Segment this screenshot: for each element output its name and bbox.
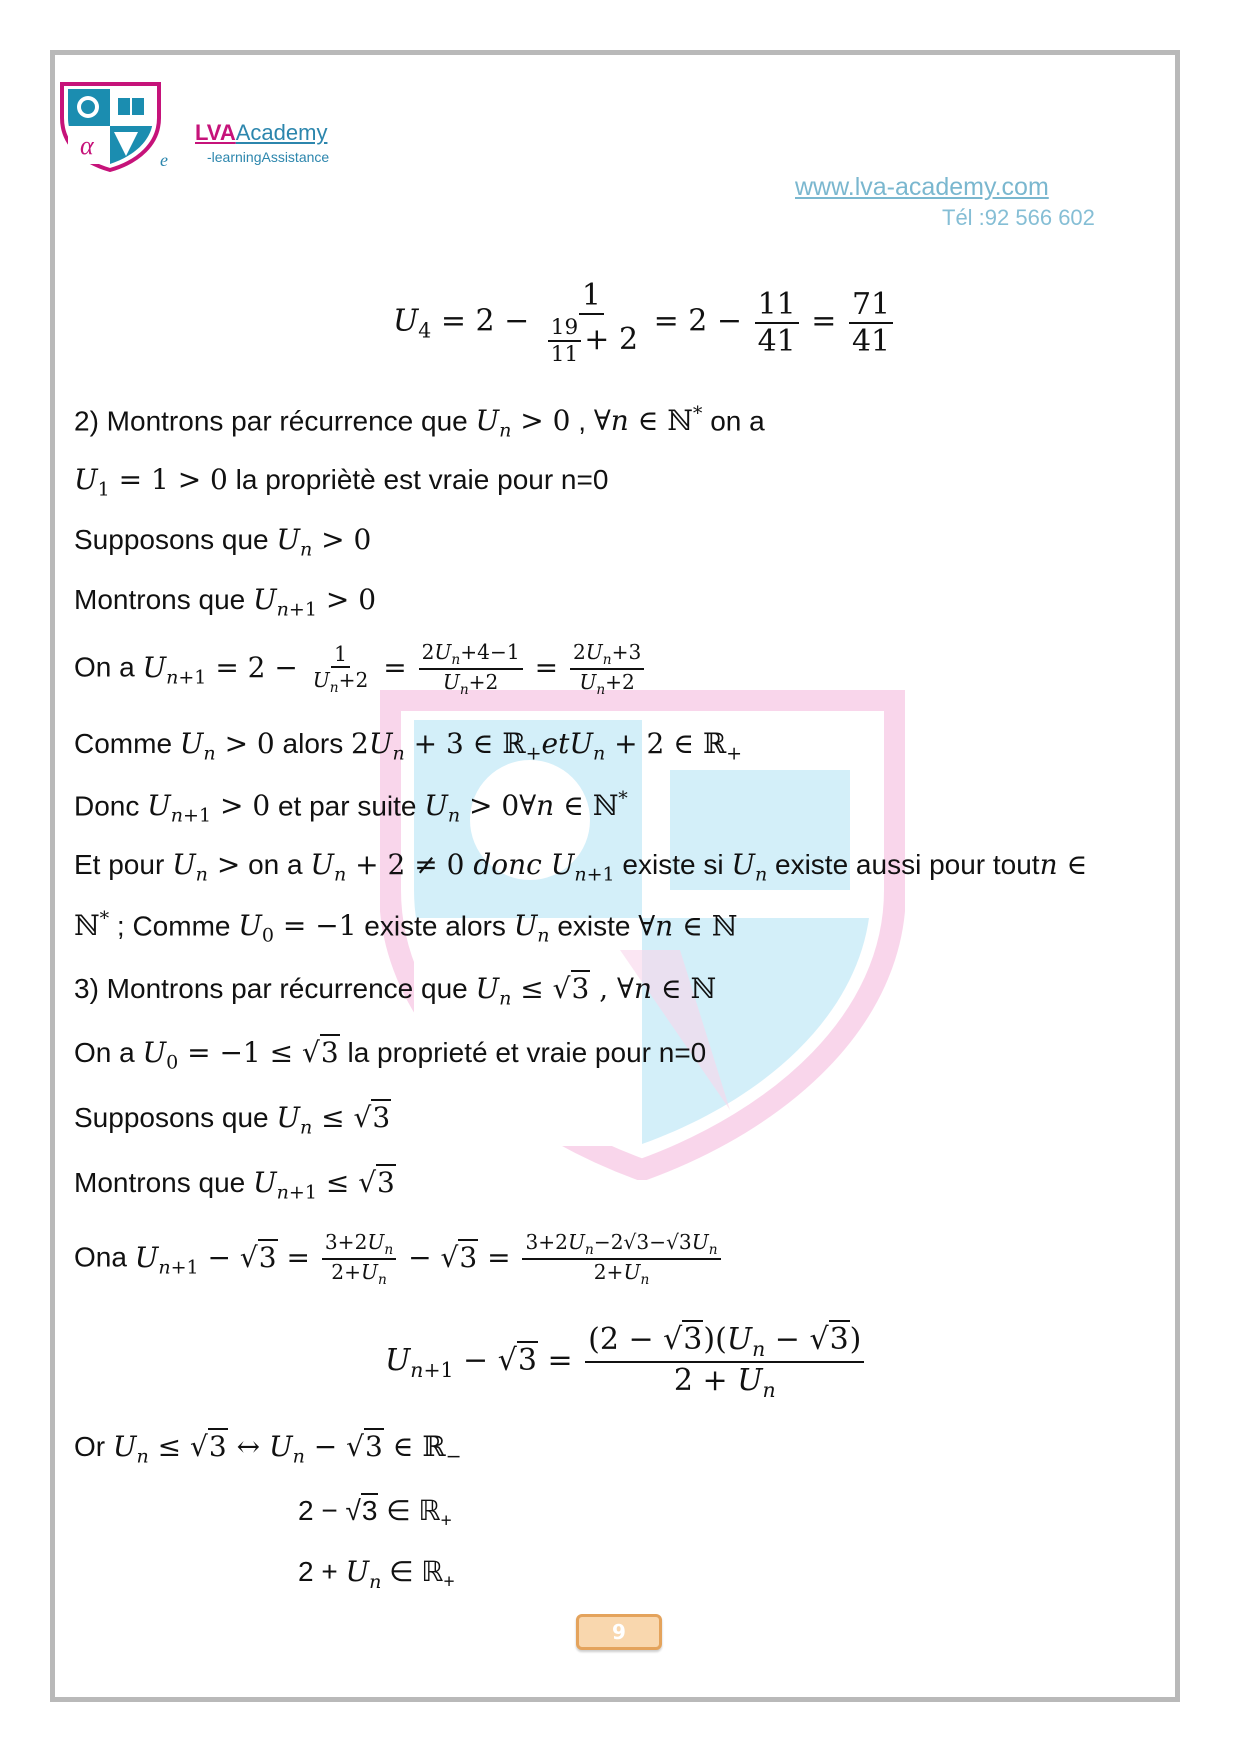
line-text: Montrons que <box>74 584 246 615</box>
line-text: Et pour <box>74 849 165 880</box>
math-line: 2 − √3 ∈ ℝ$_+$ <box>298 1495 452 1532</box>
text-line: Supposons que $U_n \le √3$ <box>74 1101 391 1139</box>
svg-text:α: α <box>80 131 94 160</box>
brand-name <box>195 120 329 146</box>
line-text: Comme <box>74 728 173 759</box>
equation-u4: $U_4 = 2$ − 1 $\frac{19}{11}$ + 2 = 2 − $\frac{11}{41}$ = $\frac{71}{41}$ <box>393 278 896 367</box>
text-line: On a $U_{n+1} = 2$ − $\frac{1}{U_n+2}$ = $\frac{2U_n+4-1}{U_n+2}$ = $\frac{2U_n+3}{U_n+2}$ <box>74 640 647 698</box>
text-line: $U_1 = 1 > 0$ la propriètè est vraie pour n=0 <box>74 463 609 501</box>
text-line: On a $U_0 = -1 \le √3$ la proprieté et vraie pour n=0 <box>74 1036 707 1074</box>
line-text: ; Comme <box>109 910 239 942</box>
line-text: Montrons que <box>74 1167 246 1198</box>
line-text: On a <box>74 651 135 683</box>
equation-difference: $U_{n+1} - √3$ = $\frac{(2 - √3)(U_n - √3)}{2 + U_n}$ <box>385 1322 867 1402</box>
line-text: , <box>570 405 594 437</box>
line-text: alors <box>274 728 351 759</box>
text-line: Ona $U_{n+1} - √3$ = $\frac{3+2U_n}{2+U_n}$ − √3 = $\frac{3+2U_n-2√3-√3U_n}{2+U_n}$ <box>74 1230 724 1288</box>
brand-academy: Academy <box>235 120 328 145</box>
line-text: on a <box>702 405 765 437</box>
line-text: Donc <box>74 790 140 822</box>
line-text: on a <box>240 849 311 880</box>
phone-number: Tél :92 566 602 <box>942 205 1095 230</box>
line-text: existe aussi pour tout <box>767 849 1040 880</box>
brand <box>195 120 329 165</box>
line-text: On a <box>74 1037 135 1068</box>
brand-subtitle: -learningAssistance <box>207 149 330 165</box>
math-line: $2 + U_n$ ∈ ℝ$_+$ <box>298 1555 455 1593</box>
text-line: Montrons que $U_{n+1} \le √3$ <box>74 1166 395 1204</box>
text-line: Supposons que $U_n > 0$ <box>74 523 372 561</box>
line-text: Ona <box>74 1241 127 1273</box>
line-text: 2) Montrons par récurrence que <box>74 405 468 437</box>
brand-e-mark: e <box>160 150 168 170</box>
line-text: existe <box>549 910 639 942</box>
text-line: Et pour $U_n$ > on a $U_n + 2 \ne 0$ donc $U_{n+1}$ existe si $U_n$ existe aussi pour toutn ∈ <box>74 848 1088 886</box>
website-link[interactable]: www.lva-academy.com <box>795 173 1049 201</box>
text-line: Montrons que $U_{n+1} > 0$ <box>74 583 377 621</box>
line-text: et par suite <box>270 790 425 822</box>
brand-lva: LVA <box>195 120 236 145</box>
text-line: 3) Montrons par récurrence que $U_n \le √3$ , ∀n ∈ ℕ <box>74 972 717 1010</box>
line-text: la propriètè est vraie pour n=0 <box>227 464 609 495</box>
text-line: Or $U_n \le √3$ ↔ $U_n - √3$ ∈ ℝ$_-$ <box>74 1430 462 1468</box>
line-text: Supposons que <box>74 524 269 555</box>
line-text: la proprieté et vraie pour n=0 <box>339 1037 707 1068</box>
lva-logo <box>58 80 163 172</box>
text-line: Comme $U_n > 0$ alors $2U_n + 3$ ∈ ℝ$_+$etU$_n$ + 2 ∈ ℝ$_+$ <box>74 727 743 765</box>
line-text: existe alors <box>356 910 514 942</box>
line-text: 3) Montrons par récurrence que <box>74 973 468 1004</box>
text-line: 2) Montrons par récurrence que $U_n > 0$ , ∀n ∈ ℕ* on a <box>74 403 765 442</box>
page-number-badge: 9 <box>576 1614 662 1650</box>
text-line: ℕ* ; Comme $U_0 = -1$ existe alors $U_n$ existe ∀n ∈ ℕ <box>74 908 738 947</box>
line-text: Supposons que <box>74 1102 269 1133</box>
line-text: existe si <box>614 849 732 880</box>
text-line: Donc $U_{n+1} > 0$ et par suite $U_n$ > 0∀n ∈ ℕ* <box>74 788 628 827</box>
line-text: Or <box>74 1431 106 1462</box>
